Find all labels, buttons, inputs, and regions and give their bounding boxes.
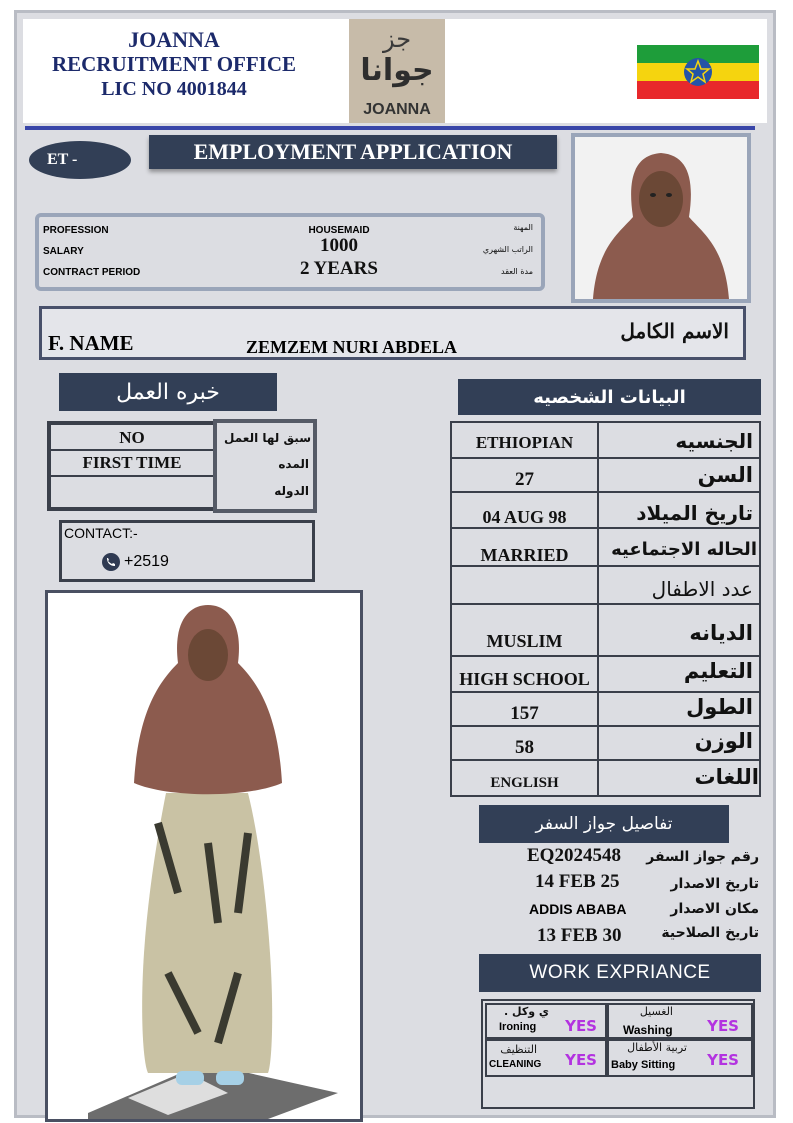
marital-status-value: MARRIED bbox=[480, 545, 569, 565]
salary-ar: الراتب الشهري bbox=[482, 245, 533, 254]
washing-status: YES bbox=[707, 1017, 739, 1035]
ethiopia-flag bbox=[637, 45, 759, 99]
personal-row bbox=[452, 603, 759, 605]
work-item-cleaning bbox=[485, 1039, 607, 1077]
children-label: عدد الاطفال bbox=[651, 577, 753, 601]
contact-label: CONTACT:- bbox=[64, 525, 138, 541]
passport-number-value: EQ2024548 bbox=[527, 845, 621, 866]
height-label: الطول bbox=[686, 695, 753, 719]
issue-place-value: ADDIS ABABA bbox=[529, 901, 627, 917]
personal-row bbox=[452, 759, 759, 761]
page-title: EMPLOYMENT APPLICATION bbox=[149, 135, 557, 169]
contact-box bbox=[59, 520, 315, 582]
birthdate-label: تاريخ الميلاد bbox=[636, 501, 753, 525]
office-line-1: JOANNA bbox=[128, 27, 220, 52]
ironing-ar: ي وكل . bbox=[504, 1005, 549, 1018]
phone-icon bbox=[102, 553, 120, 571]
logo-mark: ﺟﺰ bbox=[383, 25, 412, 53]
contact-phone: +2519 bbox=[124, 553, 169, 570]
nationality-label: الجنسيه bbox=[675, 429, 753, 453]
personal-row bbox=[452, 691, 759, 693]
age-label: السن bbox=[697, 463, 753, 487]
cleaning-ar: التنظيف bbox=[500, 1043, 537, 1056]
work-heading: WORK EXPRIANCE bbox=[479, 954, 761, 992]
job-details-box bbox=[35, 213, 545, 291]
expiry-date-value: 13 FEB 30 bbox=[537, 925, 622, 946]
experience-value: NO bbox=[119, 428, 145, 447]
personal-row bbox=[452, 491, 759, 493]
experience-heading: خبره العمل bbox=[59, 373, 277, 411]
age-value: 27 bbox=[515, 469, 534, 490]
full-body-figure-icon bbox=[48, 593, 360, 1119]
babysitting-status: YES bbox=[707, 1051, 739, 1069]
weight-label: الوزن bbox=[694, 729, 753, 753]
salary-value: 1000 bbox=[320, 235, 358, 256]
languages-value: ENGLISH bbox=[490, 775, 559, 791]
personal-divider bbox=[597, 423, 599, 795]
experience-table bbox=[47, 421, 315, 511]
full-name-row bbox=[39, 306, 746, 360]
nationality-value: ETHIOPIAN bbox=[475, 433, 574, 452]
profession-label: PROFESSION bbox=[43, 225, 109, 236]
office-license: LIC NO 4001844 bbox=[101, 78, 247, 100]
issue-date-label: تاريخ الاصدار bbox=[670, 876, 759, 892]
contract-label: CONTRACT PERIOD bbox=[43, 267, 141, 278]
profession-ar: المهنة bbox=[513, 223, 533, 232]
personal-row bbox=[452, 457, 759, 459]
personal-heading: البيانات الشخصيه bbox=[458, 379, 761, 415]
portrait-photo bbox=[571, 133, 751, 303]
portrait-figure-icon bbox=[575, 137, 747, 299]
cleaning-en: CLEANING bbox=[489, 1059, 542, 1070]
experience-label: المده bbox=[278, 457, 309, 471]
experience-label: سبق لها العمل bbox=[224, 431, 311, 445]
office-line-2: RECRUITMENT OFFICE bbox=[51, 52, 297, 76]
passport-heading: تفاصيل جواز السفر bbox=[479, 805, 729, 843]
personal-row bbox=[452, 725, 759, 727]
religion-label: الديانه bbox=[689, 621, 753, 645]
languages-label: اللغات bbox=[694, 765, 759, 789]
passport-number-label: رقم جواز السفر bbox=[646, 849, 759, 865]
office-name bbox=[29, 27, 319, 102]
profession-value: HOUSEMAID bbox=[308, 225, 370, 236]
education-label: التعليم bbox=[683, 659, 753, 683]
work-item-babysitting bbox=[607, 1039, 753, 1077]
washing-en: Washing bbox=[623, 1023, 673, 1037]
work-item-washing bbox=[607, 1003, 753, 1039]
brand-logo bbox=[349, 19, 445, 123]
logo-latin: JOANNA bbox=[363, 101, 431, 118]
logo-arabic: جوانا bbox=[360, 53, 434, 88]
full-name-label: F. NAME bbox=[48, 331, 134, 355]
flag-emblem-icon bbox=[682, 56, 714, 88]
contract-value: 2 YEARS bbox=[300, 258, 378, 279]
weight-value: 58 bbox=[515, 737, 534, 758]
issue-place-label: مكان الاصدار bbox=[670, 901, 759, 917]
babysitting-ar: تربية الأطفال bbox=[627, 1041, 687, 1054]
application-form bbox=[14, 10, 776, 1118]
experience-label: الدوله bbox=[274, 484, 309, 498]
birthdate-value: 04 AUG 98 bbox=[482, 507, 567, 527]
babysitting-en: Baby Sitting bbox=[611, 1059, 676, 1071]
experience-value-cell bbox=[49, 475, 215, 509]
ironing-status: YES bbox=[565, 1017, 597, 1035]
expiry-date-label: تاريخ الصلاحية bbox=[661, 925, 759, 941]
work-item-ironing bbox=[485, 1003, 607, 1039]
personal-table bbox=[450, 421, 761, 797]
full-body-photo bbox=[45, 590, 363, 1122]
height-value: 157 bbox=[510, 703, 539, 724]
washing-ar: الغسيل bbox=[639, 1005, 673, 1018]
religion-value: MUSLIM bbox=[486, 631, 563, 651]
reference-badge bbox=[29, 141, 131, 179]
full-name-value: ZEMZEM NURI ABDELA bbox=[246, 337, 458, 357]
header-divider bbox=[25, 126, 755, 130]
marital-status-label: الحاله الاجتماعيه bbox=[611, 539, 757, 560]
ironing-en: Ironing bbox=[499, 1021, 537, 1033]
cleaning-status: YES bbox=[565, 1051, 597, 1069]
full-name-ar: الاسم الكامل bbox=[620, 319, 729, 343]
personal-row bbox=[452, 655, 759, 657]
contract-ar: مدة العقد bbox=[501, 267, 533, 276]
salary-label: SALARY bbox=[43, 246, 84, 257]
reference-label: ET - bbox=[47, 151, 78, 168]
work-table bbox=[481, 999, 755, 1109]
education-value: HIGH SCHOOL bbox=[459, 669, 590, 689]
experience-value: FIRST TIME bbox=[82, 453, 182, 472]
issue-date-value: 14 FEB 25 bbox=[535, 871, 620, 892]
